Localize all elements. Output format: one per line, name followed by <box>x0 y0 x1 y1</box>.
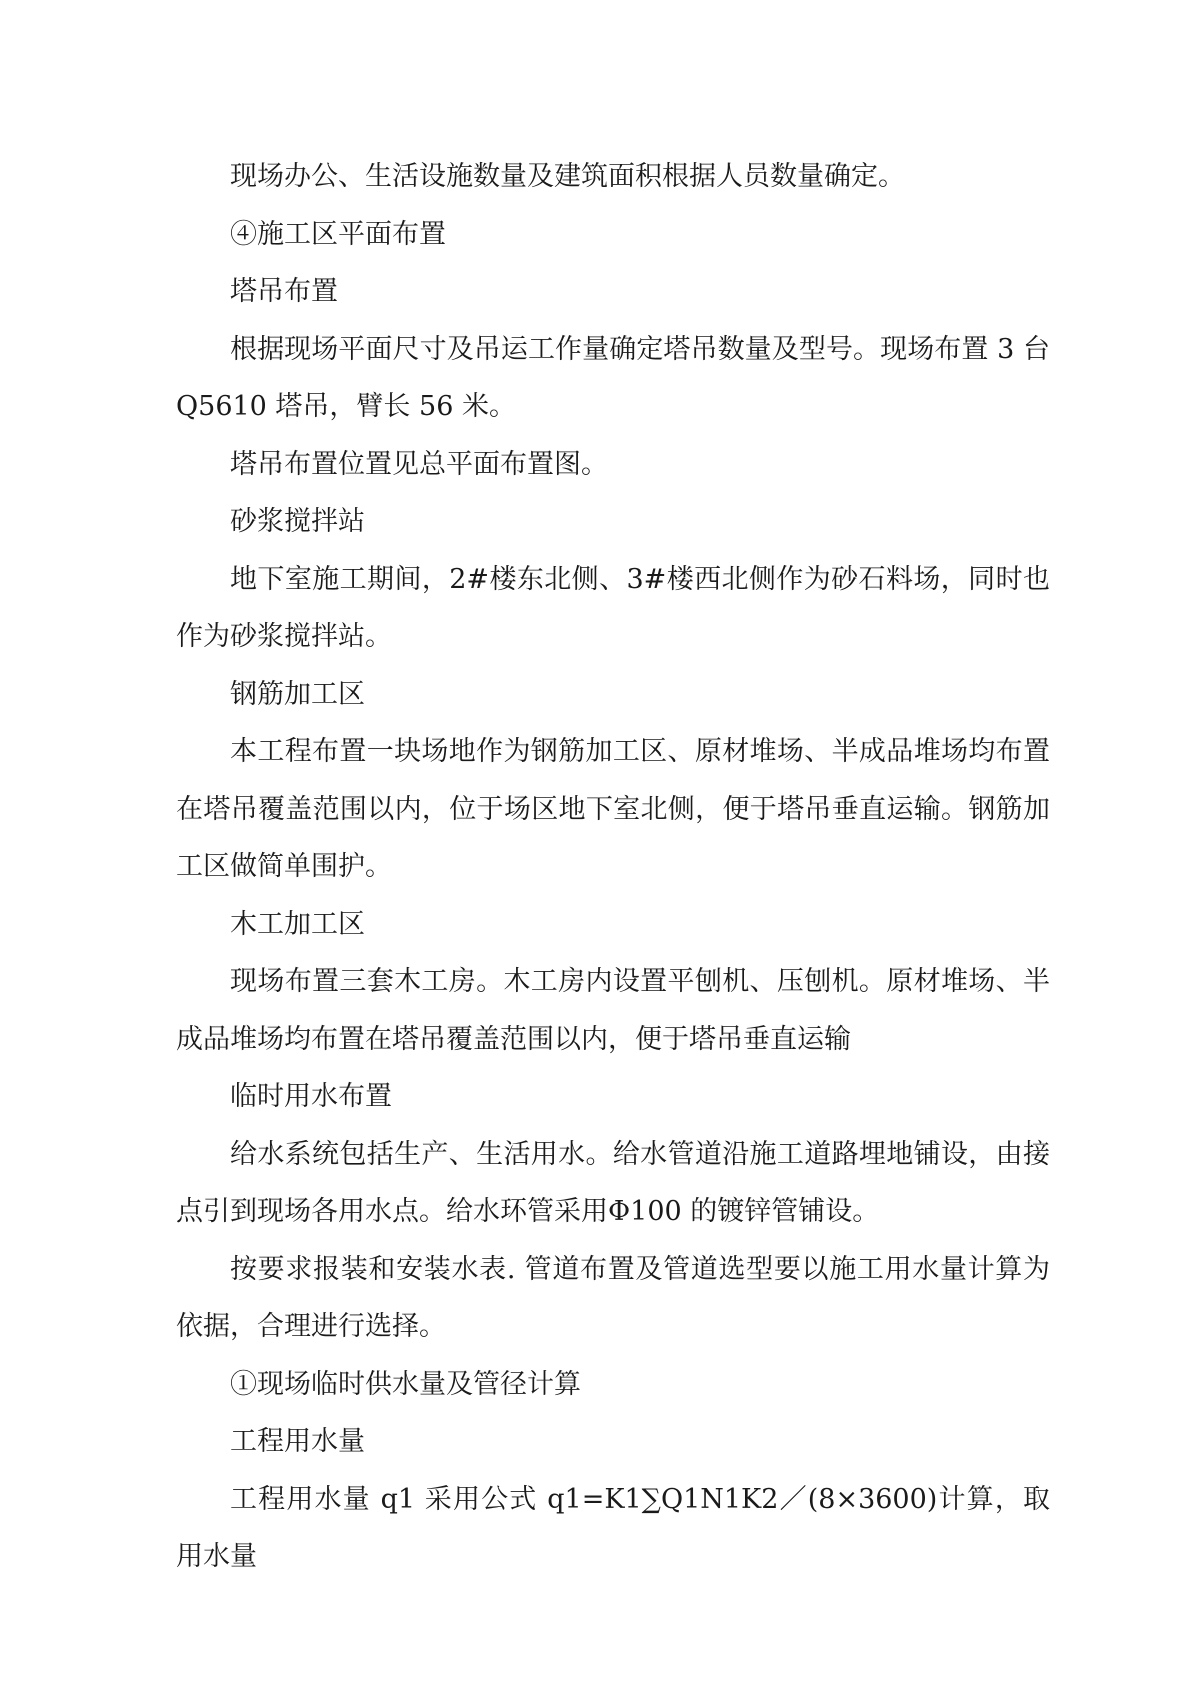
paragraph-water-meter: 按要求报装和安装水表. 管道布置及管道选型要以施工用水量计算为依据，合理进行选择。 <box>176 1253 1050 1342</box>
paragraph-office-facilities: 现场办公、生活设施数量及建筑面积根据人员数量确定。 <box>230 161 905 192</box>
paragraph-mortar-station: 地下室施工期间，2#楼东北侧、3#楼西北侧作为砂石料场，同时也作为砂浆搅拌站。 <box>176 563 1050 652</box>
heading-carpentry-area: 木工加工区 <box>230 908 365 940</box>
heading-water-supply-calculation: ①现场临时供水量及管径计算 <box>230 1368 581 1400</box>
paragraph-tower-crane-position: 塔吊布置位置见总平面布置图。 <box>230 448 608 480</box>
heading-mortar-station: 砂浆搅拌站 <box>230 506 365 537</box>
paragraph-rebar-processing: 本工程布置一块场地作为钢筋加工区、原材堆场、半成品堆场均布置在塔吊覆盖范围以内，位于场区地下室北侧，便于塔吊垂直运输。钢筋加工区做简单围护。 <box>176 736 1050 882</box>
heading-tower-crane-layout: 塔吊布置 <box>230 276 338 307</box>
heading-temporary-water: 临时用水布置 <box>230 1081 392 1112</box>
paragraph-tower-crane-count: 根据现场平面尺寸及吊运工作量确定塔吊数量及型号。现场布置 3 台 Q5610 塔吊，臂长 56 米。 <box>176 333 1050 422</box>
document-body <box>176 148 1050 1586</box>
heading-engineering-water: 工程用水量 <box>230 1426 365 1457</box>
heading-rebar-processing: 钢筋加工区 <box>230 678 365 710</box>
paragraph-engineering-water-formula: 工程用水量 q1 采用公式 q1=K1∑Q1N1K2／(8×3600)计算，取用水量 <box>176 1483 1050 1572</box>
paragraph-carpentry-area: 现场布置三套木工房。木工房内设置平刨机、压刨机。原材堆场、半成品堆场均布置在塔吊覆盖范围以内，便于塔吊垂直运输 <box>176 966 1050 1055</box>
paragraph-water-supply-system: 给水系统包括生产、生活用水。给水管道沿施工道路埋地铺设，由接点引到现场各用水点。给水环管采用Φ100 的镀锌管铺设。 <box>176 1138 1050 1227</box>
heading-construction-area-layout: ④施工区平面布置 <box>230 218 446 250</box>
